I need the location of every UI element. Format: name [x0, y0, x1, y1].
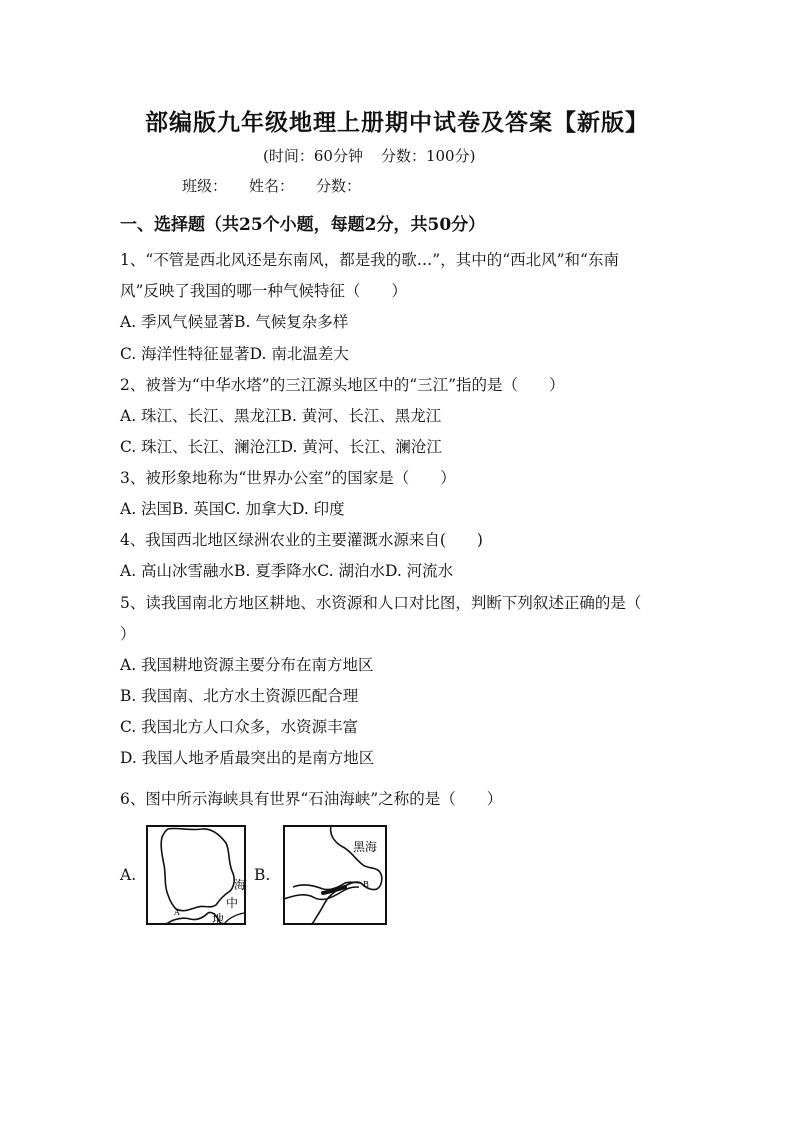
exam-time: (时间：60分钟 — [263, 147, 363, 165]
question-option: A. 季风气候显著B. 气候复杂多样 — [120, 313, 349, 331]
map-a — [146, 825, 246, 925]
question-option: A. 我国耕地资源主要分布在南方地区 — [120, 656, 374, 674]
score-label: 分数： — [316, 177, 362, 195]
question-stem: 2、被誉为“中华水塔”的三江源头地区中的“三江”指的是（ ） — [120, 376, 565, 394]
question-stem: 1、“不管是西北风还是东南风，都是我的歌…”，其中的“西北风”和“东南 — [120, 251, 619, 269]
exam-score: 分数：100分) — [380, 147, 476, 165]
exam-subtitle — [263, 145, 475, 166]
student-info — [182, 175, 383, 196]
question-option: C. 我国北方人口众多，水资源丰富 — [120, 718, 359, 736]
question-stem: ） — [120, 625, 136, 643]
question-option: A. 珠江、长江、黑龙江B. 黄河、长江、黑龙江 — [120, 407, 442, 425]
map-option-label-b: B. — [254, 866, 271, 884]
name-label: 姓名： — [249, 177, 295, 195]
map-a-label-zhong: 中 — [226, 896, 239, 910]
question-option: C. 海洋性特征显著D. 南北温差大 — [120, 345, 349, 363]
question-stem: 风”反映了我国的哪一种气候特征（ ） — [120, 282, 407, 300]
page-title: 部编版九年级地理上册期中试卷及答案【新版】 — [145, 109, 649, 136]
strait-map-a-figure — [146, 825, 246, 925]
question-stem: 6、图中所示海峡具有世界“石油海峡”之称的是（ ） — [120, 790, 503, 808]
map-b-point-label: B — [363, 880, 369, 889]
map-a-label-di: 地 — [212, 912, 225, 925]
map-option-label-a: A. — [120, 866, 137, 884]
question-stem: 5、读我国南北方地区耕地、水资源和人口对比图，判断下列叙述正确的是（ — [120, 594, 642, 612]
question-option: D. 我国人地矛盾最突出的是南方地区 — [120, 749, 375, 767]
section-heading: 一、选择题（共25个小题，每题2分，共50分） — [120, 215, 486, 235]
question-stem: 4、我国西北地区绿洲农业的主要灌溉水源来自( ) — [120, 531, 483, 549]
class-label: 班级： — [182, 177, 228, 195]
map-a-point-label: A — [174, 908, 180, 917]
question-option: A. 法国B. 英国C. 加拿大D. 印度 — [120, 500, 345, 518]
map-b — [283, 825, 387, 925]
map-a-label-sea: 海 — [234, 878, 246, 892]
question-option: A. 高山冰雪融水B. 夏季降水C. 湖泊水D. 河流水 — [120, 562, 454, 580]
strait-map-b-figure — [283, 825, 387, 925]
map-b-label-black-sea: 黑海 — [353, 840, 378, 854]
question-stem: 3、被形象地称为“世界办公室”的国家是（ ） — [120, 469, 456, 487]
question-option: B. 我国南、北方水土资源匹配合理 — [120, 687, 359, 705]
question-option: C. 珠江、长江、澜沧江D. 黄河、长江、澜沧江 — [120, 438, 442, 456]
